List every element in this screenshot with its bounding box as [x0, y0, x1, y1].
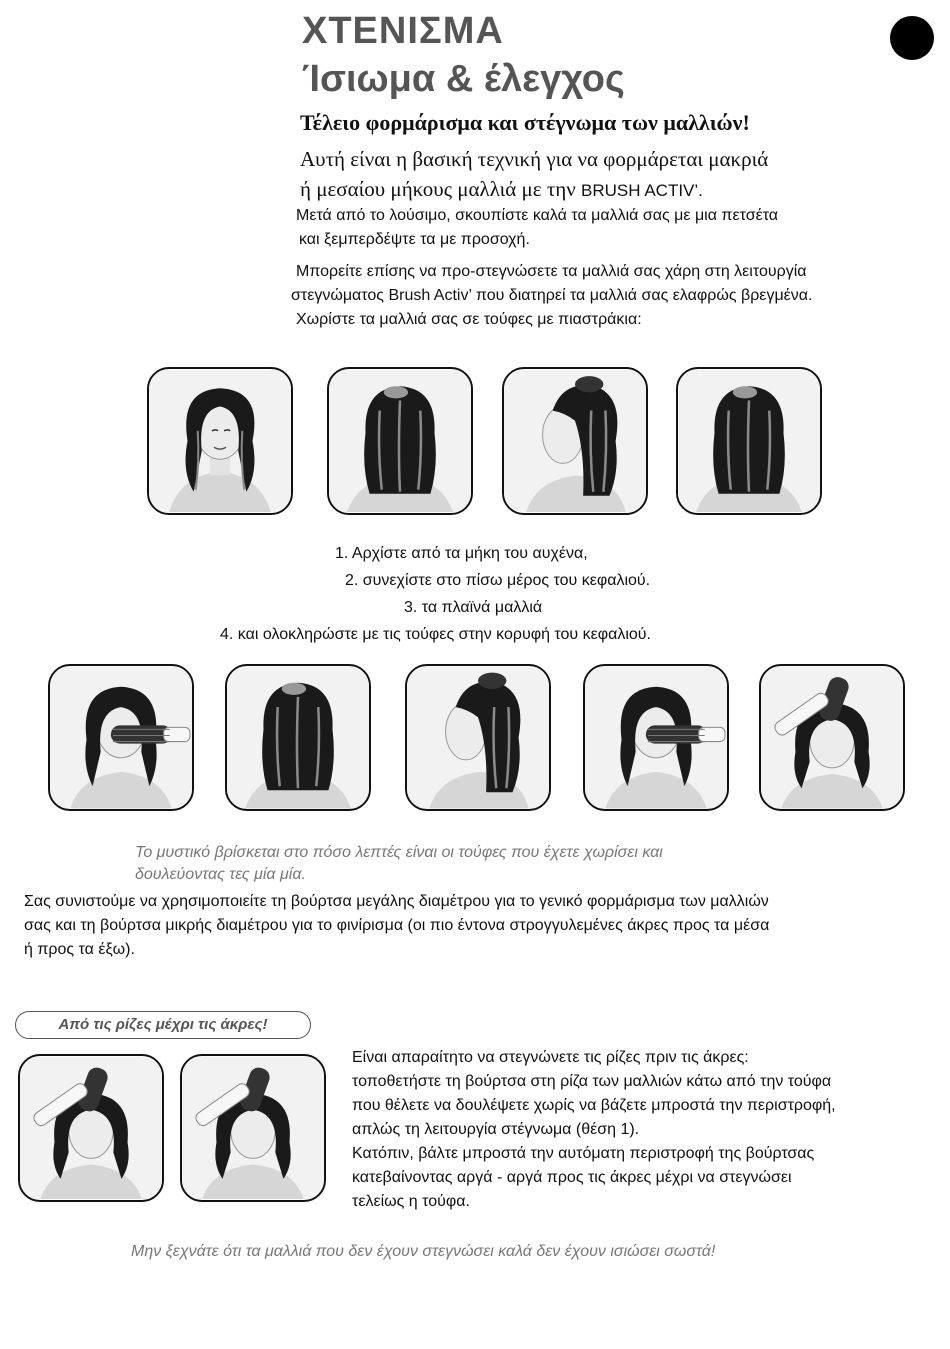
illustration-back-clipped	[327, 367, 473, 515]
roots-line-1: Είναι απαραίτητο να στεγνώνετε τις ρίζες πριν τις άκρες:	[352, 1049, 749, 1066]
page-title: ΧΤΕΝΙΣΜΑ	[302, 10, 504, 52]
brush-front-icon	[585, 666, 727, 809]
step-4: 4. και ολοκληρώστε με τις τούφες στην κορυφή του κεφαλιού.	[220, 626, 651, 643]
roots-line-6: κατεβαίνοντας αργά - αργά προς τις άκρες μέχρι να στεγνώσει	[352, 1169, 792, 1186]
lead-line-1: Αυτή είναι η βασική τεχνική για να φορμάρεται μακριά	[300, 147, 769, 171]
lead-line-2	[300, 174, 920, 206]
footer-tip: Μην ξεχνάτε ότι τα μαλλιά που δεν έχουν στεγνώσει καλά δεν έχουν ισιώσει σωστά!	[131, 1243, 716, 1260]
language-dot-icon	[890, 16, 934, 60]
illustration-front-view	[147, 367, 293, 515]
brush-crown-icon	[761, 666, 903, 809]
woman-front-icon	[149, 369, 291, 513]
illustration-brush-front	[583, 664, 729, 811]
roots-line-3: που θέλετε να δουλέψετε χωρίς να βάζετε μπροστά την περιστροφή,	[352, 1097, 836, 1114]
roots-section-label: Από τις ρίζες μέχρι τις άκρες!	[15, 1011, 311, 1039]
p1-line-2: και ξεμπερδέψτε τα με προσοχή.	[299, 231, 530, 248]
roots-line-2: τοποθετήστε τη βούρτσα στη ρίζα των μαλλιών κάτω από την τούφα	[352, 1073, 832, 1090]
roots-line-4: απλώς τη λειτουργία στέγνωμα (θέση 1).	[352, 1121, 640, 1138]
illustration-roots-1	[18, 1054, 164, 1202]
brand-name: BRUSH ACTIV’.	[581, 181, 703, 200]
p1-line-1: Μετά από το λούσιμο, σκουπίστε καλά τα μαλλιά σας με μια πετσέτα	[296, 207, 779, 224]
roots-line-5: Κατόπιν, βάλτε μπροστά την αυτόματη περιστροφή της βούρτσας	[352, 1145, 815, 1162]
step-2: 2. συνεχίστε στο πίσω μέρος του κεφαλιού.	[345, 572, 651, 589]
brush-roots-icon	[20, 1056, 162, 1200]
illustration-side-clipped	[502, 367, 648, 515]
tip-secret	[135, 842, 835, 886]
step-1: 1. Αρχίστε από τα μήκη του αυχένα,	[335, 545, 588, 562]
p2-line-3: Χωρίστε τα μαλλιά σας σε τούφες με πιαστράκια:	[296, 311, 642, 328]
intro-heading: Τέλειο φορμάρισμα και στέγνωμα των μαλλιών!	[300, 110, 750, 135]
recommendation-paragraph	[24, 890, 948, 962]
rec-line-3: ή προς τα έξω).	[24, 941, 135, 958]
woman-side-clip-icon	[504, 369, 646, 513]
rec-line-1: Σας συνιστούμε να χρησιμοποιείτε τη βούρτσα μεγάλης διαμέτρου για το γενικό φορμάρισμα των μαλλιών	[24, 893, 769, 910]
illustration-brush-back	[225, 664, 371, 811]
p2-line-1: Μπορείτε επίσης να προ-στεγνώσετε τα μαλλιά σας χάρη στη λειτουργία	[296, 263, 807, 280]
rec-line-2: σας και τη βούρτσα μικρής διαμέτρου για το φινίρισμα (οι πιο έντονα στρογγυλεμένες άκρες προς τα μέσα	[24, 917, 770, 934]
p2-line-2: στεγνώματος Brush Activ’ που διατηρεί τα μαλλιά σας ελαφρώς βρεγμένα.	[291, 287, 813, 304]
step-3: 3. τα πλαϊνά μαλλιά	[404, 599, 543, 616]
illustration-brush-crown	[759, 664, 905, 811]
lead-line-2-text: ή μεσαίου μήκους μαλλιά με την	[300, 177, 576, 201]
illustration-back-loose	[676, 367, 822, 515]
page-subtitle: Ίσιωμα & έλεγχος	[302, 58, 625, 100]
roots-paragraph	[352, 1046, 948, 1214]
woman-back-icon	[678, 369, 820, 513]
brush-back-icon	[227, 666, 369, 809]
brush-nape-icon	[50, 666, 192, 809]
tip-line-2: δουλεύοντας τες μία μία.	[135, 866, 306, 883]
brush-side-icon	[407, 666, 549, 809]
woman-back-clip-icon	[329, 369, 471, 513]
tip-line-1: Το μυστικό βρίσκεται στο πόσο λεπτές είναι οι τούφες που έχετε χωρίσει και	[135, 844, 663, 861]
illustration-roots-2	[180, 1054, 326, 1202]
illustration-brush-nape	[48, 664, 194, 811]
intro-paragraph	[291, 204, 936, 332]
brush-lift-icon	[182, 1056, 324, 1200]
roots-line-7: τελείως η τούφα.	[352, 1193, 470, 1210]
illustration-brush-side	[405, 664, 551, 811]
intro-lead	[300, 144, 920, 206]
